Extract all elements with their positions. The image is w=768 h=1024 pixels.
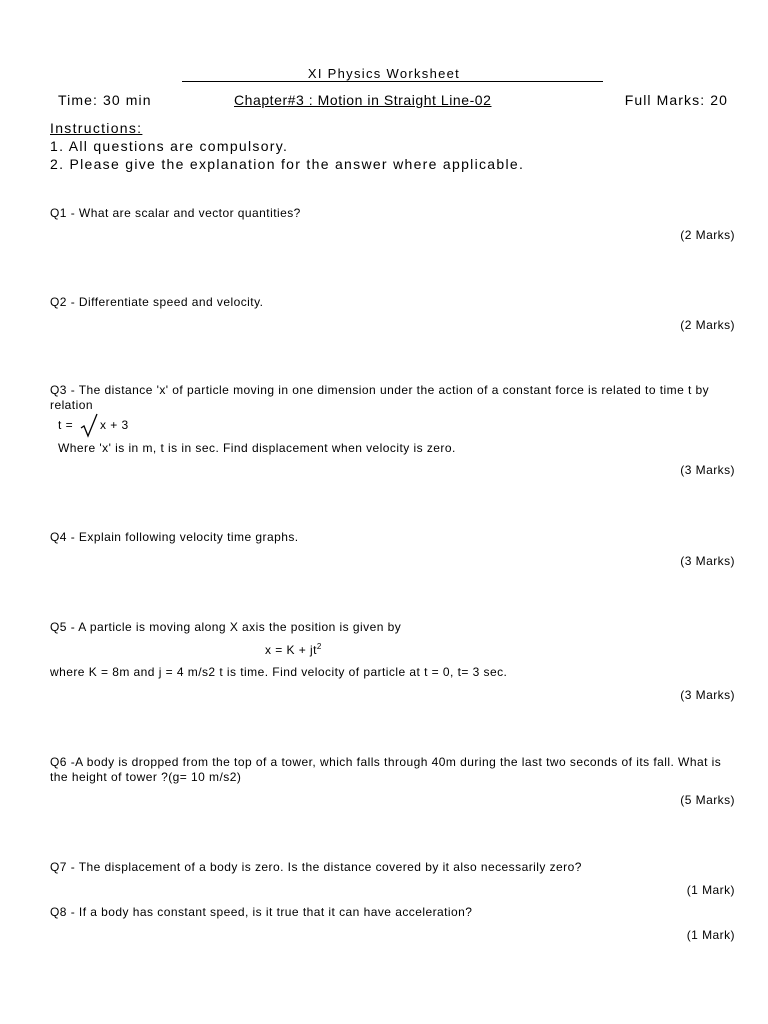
question-text: Q2 - Differentiate speed and velocity. [50,295,264,309]
question-text: Q5 - A particle is moving along X axis the position is given by [50,620,402,634]
question-text: Q1 - What are scalar and vector quantities? [50,206,301,220]
chapter-title: Chapter#3 : Motion in Straight Line-02 [234,92,492,108]
question-note: where K = 8m and j = 4 m/s2 t is time. Find velocity of particle at t = 0, t= 3 sec. [50,665,508,679]
marks-label: (3 Marks) [680,688,735,702]
question-text: Q7 - The displacement of a body is zero. Is the distance covered by it also necessarily zero? [50,860,582,874]
time-label: Time: 30 min [58,92,152,108]
question-text: Q8 - If a body has constant speed, is it true that it can have acceleration? [50,905,473,919]
formula-right: x + 3 [100,418,129,432]
question-text: Q6 -A body is dropped from the top of a tower, which falls through 40m during the last two seconds of its fall. What is the height of tower ?(g= 10 m/s2) [50,755,722,784]
full-marks-label: Full Marks: 20 [624,92,728,108]
instructions-heading: Instructions: [50,120,143,136]
marks-label: (1 Mark) [686,928,735,942]
title-underline [182,81,603,82]
instruction-item: 1. All questions are compulsory. [50,138,289,154]
marks-label: (3 Marks) [680,463,735,477]
marks-label: (2 Marks) [680,228,735,242]
worksheet-title: XI Physics Worksheet [307,66,461,81]
marks-label: (2 Marks) [680,318,735,332]
square-root-icon [80,413,100,438]
marks-label: (3 Marks) [680,554,735,568]
formula-left: t = [58,418,74,432]
marks-label: (5 Marks) [680,793,735,807]
question-note: Where 'x' is in m, t is in sec. Find displacement when velocity is zero. [58,441,456,455]
formula-main: x = K + jt [265,643,317,657]
question-text: Q3 - The distance 'x' of particle moving in one dimension under the action of a constant force is related to time t by relation [50,383,710,412]
instruction-item: 2. Please give the explanation for the answer where applicable. [50,156,525,172]
position-formula [265,643,322,657]
question-text: Q4 - Explain following velocity time graphs. [50,530,299,544]
marks-label: (1 Mark) [686,883,735,897]
formula-exponent: 2 [316,642,322,651]
